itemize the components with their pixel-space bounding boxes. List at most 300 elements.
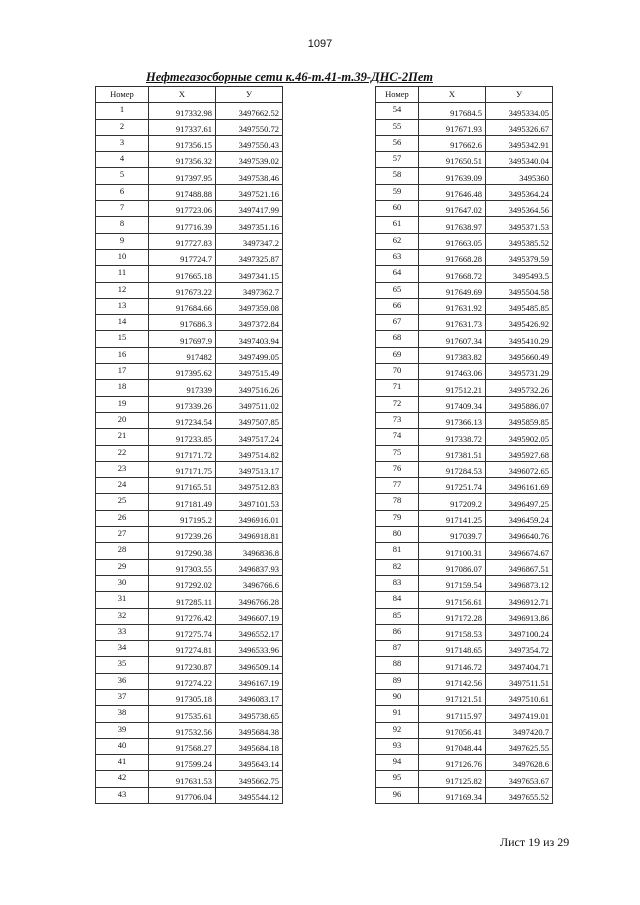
y-coordinate-cell: 3497539.02 bbox=[216, 152, 283, 168]
table-row bbox=[96, 543, 283, 559]
x-coordinate-cell: 917146.72 bbox=[419, 657, 486, 673]
point-number-cell: 33 bbox=[96, 624, 149, 640]
point-number-cell: 75 bbox=[376, 445, 419, 461]
sheet-counter: Лист 19 из 29 bbox=[500, 835, 570, 849]
table-row bbox=[376, 168, 553, 184]
x-coordinate-cell: 917647.02 bbox=[419, 201, 486, 217]
y-coordinate-cell: 3496913.86 bbox=[486, 608, 553, 624]
y-coordinate-cell: 3496072.65 bbox=[486, 461, 553, 477]
table-row bbox=[376, 396, 553, 412]
y-coordinate-cell: 3497404.71 bbox=[486, 657, 553, 673]
y-coordinate-cell: 3497550.72 bbox=[216, 119, 283, 135]
point-number-cell: 86 bbox=[376, 624, 419, 640]
point-number-cell: 59 bbox=[376, 184, 419, 200]
x-coordinate-cell: 917607.34 bbox=[419, 331, 486, 347]
x-coordinate-cell: 917290.38 bbox=[149, 543, 216, 559]
x-coordinate-cell: 917274.81 bbox=[149, 641, 216, 657]
x-coordinate-cell: 917233.85 bbox=[149, 429, 216, 445]
point-number-cell: 38 bbox=[96, 706, 149, 722]
point-number-cell: 23 bbox=[96, 461, 149, 477]
point-number-cell: 83 bbox=[376, 575, 419, 591]
table-row bbox=[96, 347, 283, 363]
x-coordinate-cell: 917684.5 bbox=[419, 103, 486, 119]
x-coordinate-cell: 917638.97 bbox=[419, 217, 486, 233]
point-number-cell: 81 bbox=[376, 543, 419, 559]
y-coordinate-cell: 3497653.67 bbox=[486, 771, 553, 787]
point-number-cell: 24 bbox=[96, 478, 149, 494]
y-coordinate-cell: 3495684.18 bbox=[216, 738, 283, 754]
point-number-cell: 30 bbox=[96, 575, 149, 591]
table-row bbox=[376, 575, 553, 591]
x-coordinate-cell: 917337.61 bbox=[149, 119, 216, 135]
point-number-cell: 7 bbox=[96, 201, 149, 217]
y-coordinate-cell: 3496836.8 bbox=[216, 543, 283, 559]
y-coordinate-cell: 3497419.01 bbox=[486, 706, 553, 722]
y-coordinate-cell: 3497513.17 bbox=[216, 461, 283, 477]
table-row bbox=[96, 510, 283, 526]
point-number-cell: 72 bbox=[376, 396, 419, 412]
coordinates-table-left bbox=[95, 86, 283, 804]
table-row bbox=[376, 722, 553, 738]
table-row bbox=[96, 527, 283, 543]
point-number-cell: 82 bbox=[376, 559, 419, 575]
y-coordinate-cell: 3497499.05 bbox=[216, 347, 283, 363]
x-coordinate-cell: 917668.28 bbox=[419, 249, 486, 265]
point-number-cell: 18 bbox=[96, 380, 149, 396]
point-number-cell: 22 bbox=[96, 445, 149, 461]
point-number-cell: 39 bbox=[96, 722, 149, 738]
table-row bbox=[96, 184, 283, 200]
point-number-cell: 4 bbox=[96, 152, 149, 168]
y-coordinate-cell: 3497420.7 bbox=[486, 722, 553, 738]
x-coordinate-cell: 917512.21 bbox=[419, 380, 486, 396]
y-coordinate-cell: 3495342.91 bbox=[486, 135, 553, 151]
x-coordinate-cell: 917631.73 bbox=[419, 315, 486, 331]
table-row bbox=[376, 298, 553, 314]
y-coordinate-cell: 3497625.55 bbox=[486, 738, 553, 754]
x-coordinate-cell: 917115.97 bbox=[419, 706, 486, 722]
y-coordinate-cell: 3496607.19 bbox=[216, 608, 283, 624]
table-row bbox=[96, 706, 283, 722]
x-coordinate-cell: 917171.75 bbox=[149, 461, 216, 477]
y-coordinate-cell: 3497417.99 bbox=[216, 201, 283, 217]
x-coordinate-cell: 917668.72 bbox=[419, 266, 486, 282]
x-coordinate-cell: 917409.34 bbox=[419, 396, 486, 412]
y-coordinate-cell: 3495364.24 bbox=[486, 184, 553, 200]
x-coordinate-cell: 917195.2 bbox=[149, 510, 216, 526]
y-coordinate-cell: 3495544.12 bbox=[216, 787, 283, 803]
point-number-cell: 70 bbox=[376, 364, 419, 380]
x-coordinate-cell: 917383.82 bbox=[419, 347, 486, 363]
x-coordinate-cell: 917482 bbox=[149, 347, 216, 363]
table-row bbox=[376, 412, 553, 428]
y-coordinate-cell: 3497516.26 bbox=[216, 380, 283, 396]
point-number-cell: 90 bbox=[376, 689, 419, 705]
table-row bbox=[96, 575, 283, 591]
x-coordinate-cell: 917305.18 bbox=[149, 689, 216, 705]
x-coordinate-cell: 917159.54 bbox=[419, 575, 486, 591]
table-row bbox=[376, 689, 553, 705]
point-number-cell: 26 bbox=[96, 510, 149, 526]
point-number-cell: 67 bbox=[376, 315, 419, 331]
x-coordinate-cell: 917366.13 bbox=[419, 412, 486, 428]
x-coordinate-cell: 917039.7 bbox=[419, 527, 486, 543]
x-coordinate-cell: 917631.53 bbox=[149, 771, 216, 787]
table-row bbox=[376, 429, 553, 445]
point-number-cell: 60 bbox=[376, 201, 419, 217]
y-coordinate-cell: 3497372.84 bbox=[216, 315, 283, 331]
y-coordinate-cell: 3495662.75 bbox=[216, 771, 283, 787]
point-number-cell: 3 bbox=[96, 135, 149, 151]
x-coordinate-cell: 917171.72 bbox=[149, 445, 216, 461]
table-row bbox=[376, 559, 553, 575]
x-coordinate-cell: 917234.54 bbox=[149, 412, 216, 428]
point-number-cell: 62 bbox=[376, 233, 419, 249]
x-coordinate-cell: 917339 bbox=[149, 380, 216, 396]
x-coordinate-cell: 917209.2 bbox=[419, 494, 486, 510]
point-number-cell: 55 bbox=[376, 119, 419, 135]
table-row bbox=[376, 331, 553, 347]
y-coordinate-cell: 3495684.38 bbox=[216, 722, 283, 738]
y-coordinate-cell: 3497514.82 bbox=[216, 445, 283, 461]
column-header-y: У bbox=[486, 87, 553, 103]
coordinates-table-right bbox=[375, 86, 553, 804]
y-coordinate-cell: 3495738.65 bbox=[216, 706, 283, 722]
table-row bbox=[96, 445, 283, 461]
y-coordinate-cell: 3497325.87 bbox=[216, 249, 283, 265]
y-coordinate-cell: 3495902.05 bbox=[486, 429, 553, 445]
x-coordinate-cell: 917274.22 bbox=[149, 673, 216, 689]
table-row bbox=[376, 771, 553, 787]
y-coordinate-cell: 3495340.04 bbox=[486, 152, 553, 168]
y-coordinate-cell: 3497100.24 bbox=[486, 624, 553, 640]
y-coordinate-cell: 3497362.7 bbox=[216, 282, 283, 298]
page-number: 1097 bbox=[307, 38, 333, 50]
table-row bbox=[376, 608, 553, 624]
x-coordinate-cell: 917126.76 bbox=[419, 755, 486, 771]
point-number-cell: 15 bbox=[96, 331, 149, 347]
point-number-cell: 87 bbox=[376, 641, 419, 657]
table-row bbox=[376, 233, 553, 249]
y-coordinate-cell: 3495410.29 bbox=[486, 331, 553, 347]
x-coordinate-cell: 917665.18 bbox=[149, 266, 216, 282]
point-number-cell: 74 bbox=[376, 429, 419, 445]
y-coordinate-cell: 3496837.93 bbox=[216, 559, 283, 575]
column-header-x: X bbox=[419, 87, 486, 103]
table-row bbox=[376, 152, 553, 168]
y-coordinate-cell: 3496161.69 bbox=[486, 478, 553, 494]
x-coordinate-cell: 917671.93 bbox=[419, 119, 486, 135]
point-number-cell: 92 bbox=[376, 722, 419, 738]
x-coordinate-cell: 917568.27 bbox=[149, 738, 216, 754]
table-row bbox=[376, 706, 553, 722]
x-coordinate-cell: 917339.26 bbox=[149, 396, 216, 412]
y-coordinate-cell: 3495643.14 bbox=[216, 755, 283, 771]
table-row bbox=[96, 103, 283, 119]
x-coordinate-cell: 917284.53 bbox=[419, 461, 486, 477]
point-number-cell: 11 bbox=[96, 266, 149, 282]
x-coordinate-cell: 917716.39 bbox=[149, 217, 216, 233]
column-header-number: Номер bbox=[96, 87, 149, 103]
y-coordinate-cell: 3496766.28 bbox=[216, 592, 283, 608]
y-coordinate-cell: 3496533.96 bbox=[216, 641, 283, 657]
x-coordinate-cell: 917142.56 bbox=[419, 673, 486, 689]
point-number-cell: 63 bbox=[376, 249, 419, 265]
y-coordinate-cell: 3497403.94 bbox=[216, 331, 283, 347]
y-coordinate-cell: 3497655.52 bbox=[486, 787, 553, 803]
table-row bbox=[96, 461, 283, 477]
table-row bbox=[96, 429, 283, 445]
point-number-cell: 6 bbox=[96, 184, 149, 200]
point-number-cell: 14 bbox=[96, 315, 149, 331]
y-coordinate-cell: 3497550.43 bbox=[216, 135, 283, 151]
y-coordinate-cell: 3496674.67 bbox=[486, 543, 553, 559]
y-coordinate-cell: 3497521.16 bbox=[216, 184, 283, 200]
point-number-cell: 17 bbox=[96, 364, 149, 380]
table-row bbox=[376, 461, 553, 477]
table-row bbox=[376, 510, 553, 526]
table-row bbox=[96, 478, 283, 494]
y-coordinate-cell: 3497662.52 bbox=[216, 103, 283, 119]
x-coordinate-cell: 917697.9 bbox=[149, 331, 216, 347]
point-number-cell: 31 bbox=[96, 592, 149, 608]
y-coordinate-cell: 3497341.15 bbox=[216, 266, 283, 282]
point-number-cell: 25 bbox=[96, 494, 149, 510]
point-number-cell: 42 bbox=[96, 771, 149, 787]
y-coordinate-cell: 3497511.02 bbox=[216, 396, 283, 412]
x-coordinate-cell: 917397.95 bbox=[149, 168, 216, 184]
y-coordinate-cell: 3497101.53 bbox=[216, 494, 283, 510]
document-title: Нефтегазосборные сети к.46-т.41-т.39-ДНС-2Пет bbox=[146, 70, 433, 84]
table-row bbox=[376, 201, 553, 217]
table-row bbox=[96, 608, 283, 624]
table-row bbox=[376, 738, 553, 754]
table-row bbox=[96, 722, 283, 738]
point-number-cell: 40 bbox=[96, 738, 149, 754]
table-row bbox=[96, 201, 283, 217]
point-number-cell: 85 bbox=[376, 608, 419, 624]
point-number-cell: 27 bbox=[96, 527, 149, 543]
point-number-cell: 35 bbox=[96, 657, 149, 673]
point-number-cell: 73 bbox=[376, 412, 419, 428]
point-number-cell: 1 bbox=[96, 103, 149, 119]
table-row bbox=[376, 217, 553, 233]
table-row bbox=[96, 689, 283, 705]
x-coordinate-cell: 917631.92 bbox=[419, 298, 486, 314]
table-header-row bbox=[376, 87, 553, 103]
x-coordinate-cell: 917663.05 bbox=[419, 233, 486, 249]
x-coordinate-cell: 917172.28 bbox=[419, 608, 486, 624]
x-coordinate-cell: 917356.15 bbox=[149, 135, 216, 151]
x-coordinate-cell: 917599.24 bbox=[149, 755, 216, 771]
table-row bbox=[96, 559, 283, 575]
x-coordinate-cell: 917275.74 bbox=[149, 624, 216, 640]
y-coordinate-cell: 3496918.81 bbox=[216, 527, 283, 543]
y-coordinate-cell: 3495379.59 bbox=[486, 249, 553, 265]
table-row bbox=[96, 494, 283, 510]
y-coordinate-cell: 3495732.26 bbox=[486, 380, 553, 396]
point-number-cell: 8 bbox=[96, 217, 149, 233]
table-row bbox=[96, 624, 283, 640]
y-coordinate-cell: 3496912.71 bbox=[486, 592, 553, 608]
table-row bbox=[96, 396, 283, 412]
x-coordinate-cell: 917463.06 bbox=[419, 364, 486, 380]
table-row bbox=[376, 673, 553, 689]
x-coordinate-cell: 917169.34 bbox=[419, 787, 486, 803]
table-row bbox=[376, 282, 553, 298]
x-coordinate-cell: 917239.26 bbox=[149, 527, 216, 543]
y-coordinate-cell: 3497512.83 bbox=[216, 478, 283, 494]
y-coordinate-cell: 3495385.52 bbox=[486, 233, 553, 249]
point-number-cell: 69 bbox=[376, 347, 419, 363]
x-coordinate-cell: 917165.51 bbox=[149, 478, 216, 494]
point-number-cell: 10 bbox=[96, 249, 149, 265]
point-number-cell: 58 bbox=[376, 168, 419, 184]
x-coordinate-cell: 917535.61 bbox=[149, 706, 216, 722]
point-number-cell: 9 bbox=[96, 233, 149, 249]
y-coordinate-cell: 3495326.67 bbox=[486, 119, 553, 135]
point-number-cell: 34 bbox=[96, 641, 149, 657]
point-number-cell: 95 bbox=[376, 771, 419, 787]
table-row bbox=[376, 315, 553, 331]
x-coordinate-cell: 917276.42 bbox=[149, 608, 216, 624]
table-row bbox=[376, 445, 553, 461]
y-coordinate-cell: 3496916.01 bbox=[216, 510, 283, 526]
x-coordinate-cell: 917332.98 bbox=[149, 103, 216, 119]
point-number-cell: 16 bbox=[96, 347, 149, 363]
x-coordinate-cell: 917356.32 bbox=[149, 152, 216, 168]
table-row bbox=[376, 249, 553, 265]
table-row bbox=[376, 266, 553, 282]
x-coordinate-cell: 917727.83 bbox=[149, 233, 216, 249]
y-coordinate-cell: 3496509.14 bbox=[216, 657, 283, 673]
x-coordinate-cell: 917292.02 bbox=[149, 575, 216, 591]
x-coordinate-cell: 917673.22 bbox=[149, 282, 216, 298]
point-number-cell: 66 bbox=[376, 298, 419, 314]
table-row bbox=[376, 755, 553, 771]
point-number-cell: 91 bbox=[376, 706, 419, 722]
table-row bbox=[376, 543, 553, 559]
table-row bbox=[96, 152, 283, 168]
y-coordinate-cell: 3497354.72 bbox=[486, 641, 553, 657]
x-coordinate-cell: 917662.6 bbox=[419, 135, 486, 151]
table-row bbox=[96, 331, 283, 347]
column-header-y: У bbox=[216, 87, 283, 103]
point-number-cell: 71 bbox=[376, 380, 419, 396]
table-row bbox=[96, 412, 283, 428]
y-coordinate-cell: 3495927.68 bbox=[486, 445, 553, 461]
table-row bbox=[376, 641, 553, 657]
x-coordinate-cell: 917649.69 bbox=[419, 282, 486, 298]
y-coordinate-cell: 3497517.24 bbox=[216, 429, 283, 445]
table-row bbox=[96, 738, 283, 754]
x-coordinate-cell: 917158.53 bbox=[419, 624, 486, 640]
x-coordinate-cell: 917646.48 bbox=[419, 184, 486, 200]
table-row bbox=[376, 787, 553, 803]
point-number-cell: 80 bbox=[376, 527, 419, 543]
table-row bbox=[96, 249, 283, 265]
table-row bbox=[96, 380, 283, 396]
y-coordinate-cell: 3496167.19 bbox=[216, 673, 283, 689]
table-row bbox=[96, 315, 283, 331]
x-coordinate-cell: 917141.25 bbox=[419, 510, 486, 526]
y-coordinate-cell: 3496766.6 bbox=[216, 575, 283, 591]
table-header-row bbox=[96, 87, 283, 103]
y-coordinate-cell: 3496873.12 bbox=[486, 575, 553, 591]
point-number-cell: 78 bbox=[376, 494, 419, 510]
table-row bbox=[376, 364, 553, 380]
point-number-cell: 28 bbox=[96, 543, 149, 559]
y-coordinate-cell: 3496497.25 bbox=[486, 494, 553, 510]
x-coordinate-cell: 917121.51 bbox=[419, 689, 486, 705]
y-coordinate-cell: 3497347.2 bbox=[216, 233, 283, 249]
table-row bbox=[376, 380, 553, 396]
point-number-cell: 21 bbox=[96, 429, 149, 445]
y-coordinate-cell: 3495660.49 bbox=[486, 347, 553, 363]
table-row bbox=[376, 119, 553, 135]
y-coordinate-cell: 3495859.85 bbox=[486, 412, 553, 428]
y-coordinate-cell: 3497515.49 bbox=[216, 364, 283, 380]
point-number-cell: 68 bbox=[376, 331, 419, 347]
column-header-x: X bbox=[149, 87, 216, 103]
table-row bbox=[376, 103, 553, 119]
y-coordinate-cell: 3497510.61 bbox=[486, 689, 553, 705]
y-coordinate-cell: 3496552.17 bbox=[216, 624, 283, 640]
y-coordinate-cell: 3495886.07 bbox=[486, 396, 553, 412]
x-coordinate-cell: 917706.04 bbox=[149, 787, 216, 803]
point-number-cell: 13 bbox=[96, 298, 149, 314]
table-row bbox=[96, 233, 283, 249]
point-number-cell: 61 bbox=[376, 217, 419, 233]
column-header-number: Номер bbox=[376, 87, 419, 103]
x-coordinate-cell: 917148.65 bbox=[419, 641, 486, 657]
y-coordinate-cell: 3495731.29 bbox=[486, 364, 553, 380]
x-coordinate-cell: 917086.07 bbox=[419, 559, 486, 575]
table-row bbox=[96, 755, 283, 771]
x-coordinate-cell: 917650.51 bbox=[419, 152, 486, 168]
table-row bbox=[96, 217, 283, 233]
y-coordinate-cell: 3495364.56 bbox=[486, 201, 553, 217]
x-coordinate-cell: 917639.09 bbox=[419, 168, 486, 184]
x-coordinate-cell: 917488.88 bbox=[149, 184, 216, 200]
table-row bbox=[96, 787, 283, 803]
point-number-cell: 19 bbox=[96, 396, 149, 412]
y-coordinate-cell: 3496640.76 bbox=[486, 527, 553, 543]
table-row bbox=[96, 771, 283, 787]
y-coordinate-cell: 3495504.58 bbox=[486, 282, 553, 298]
x-coordinate-cell: 917125.82 bbox=[419, 771, 486, 787]
point-number-cell: 37 bbox=[96, 689, 149, 705]
x-coordinate-cell: 917684.66 bbox=[149, 298, 216, 314]
table-row bbox=[96, 168, 283, 184]
y-coordinate-cell: 3497507.85 bbox=[216, 412, 283, 428]
point-number-cell: 93 bbox=[376, 738, 419, 754]
point-number-cell: 84 bbox=[376, 592, 419, 608]
table-row bbox=[376, 494, 553, 510]
table-row bbox=[376, 347, 553, 363]
x-coordinate-cell: 917251.74 bbox=[419, 478, 486, 494]
y-coordinate-cell: 3495485.85 bbox=[486, 298, 553, 314]
x-coordinate-cell: 917156.61 bbox=[419, 592, 486, 608]
x-coordinate-cell: 917686.3 bbox=[149, 315, 216, 331]
y-coordinate-cell: 3495426.92 bbox=[486, 315, 553, 331]
point-number-cell: 12 bbox=[96, 282, 149, 298]
x-coordinate-cell: 917048.44 bbox=[419, 738, 486, 754]
point-number-cell: 77 bbox=[376, 478, 419, 494]
x-coordinate-cell: 917723.06 bbox=[149, 201, 216, 217]
point-number-cell: 20 bbox=[96, 412, 149, 428]
table-row bbox=[376, 592, 553, 608]
